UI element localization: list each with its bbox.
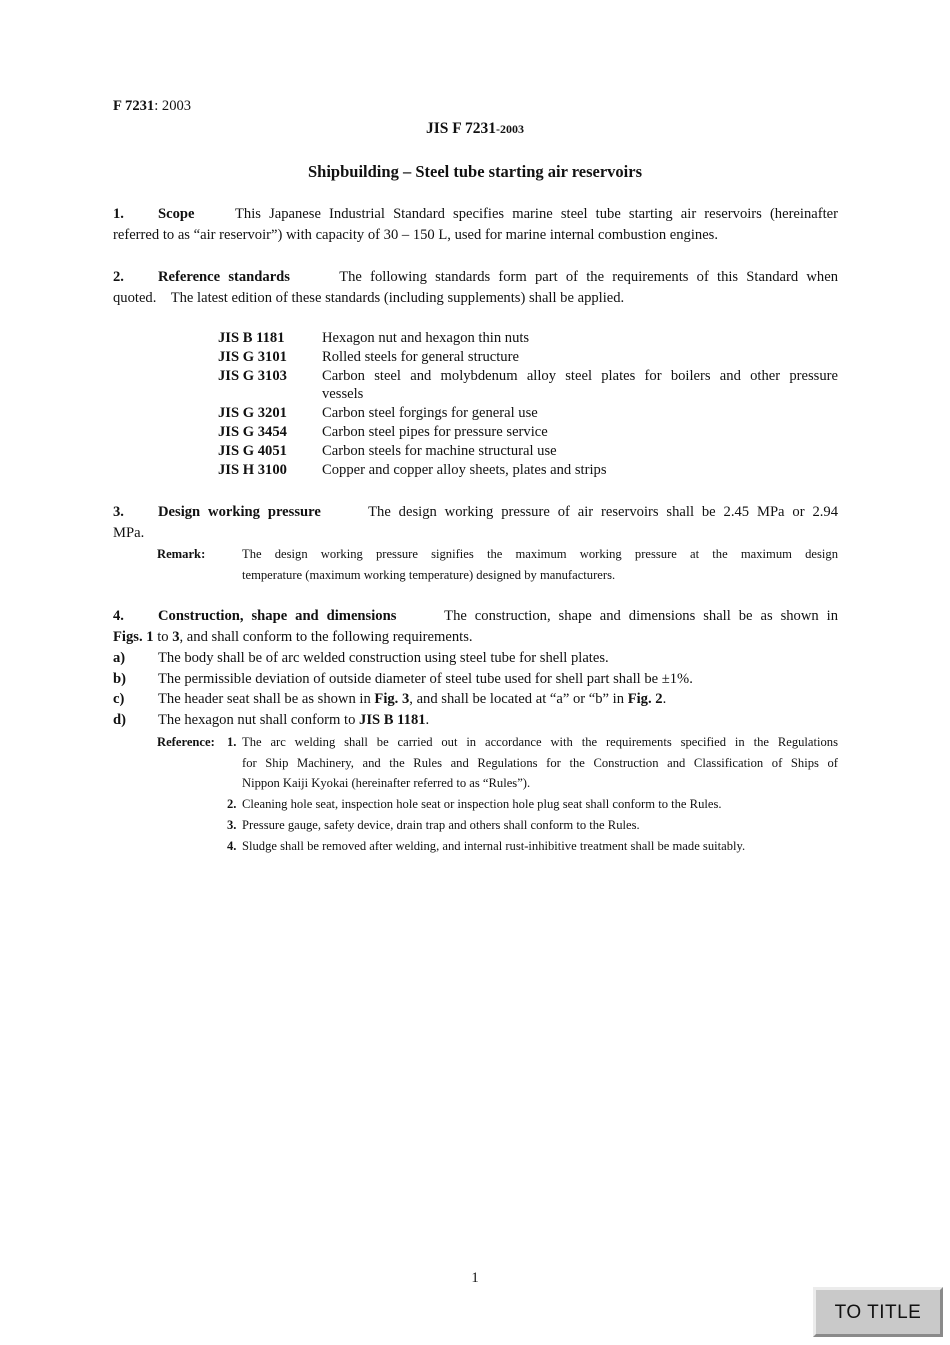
- text: , and shall conform to the following requirements.: [179, 629, 473, 645]
- section-3-line2: MPa.: [113, 525, 145, 541]
- page-number: 1: [471, 1270, 479, 1286]
- page-title: Shipbuilding – Steel tube starting air reservoirs: [308, 162, 642, 181]
- section-4-heading: Construction, shape and dimensions: [158, 608, 397, 624]
- section-4-line2: [113, 627, 473, 648]
- section-2-text: The following standards form part of the requirements of this Standard when: [339, 269, 839, 285]
- doc-id-year: : 2003: [154, 98, 192, 114]
- doc-id-number: F 7231: [113, 98, 155, 114]
- standard-title-continued: vessels: [322, 386, 364, 402]
- section-3-number: 3.: [113, 504, 124, 520]
- reference-text: Pressure gauge, safety device, drain trap and others shall conform to the Rules.: [242, 818, 640, 832]
- section-4-number: 4.: [113, 608, 124, 624]
- list-item-d: [158, 710, 429, 731]
- remark-line2: temperature (maximum working temperature) designed by manufacturers.: [242, 568, 616, 582]
- list-item-a: The body shall be of arc welded construction using steel tube for shell plates.: [158, 650, 609, 666]
- remark-line1: The design working pressure signifies the maximum working pressure at the maximum design: [242, 547, 838, 561]
- reference-number: 1.: [227, 735, 237, 749]
- section-3-heading: Design working pressure: [158, 504, 321, 520]
- standard-title: Carbon steel pipes for pressure service: [322, 424, 548, 440]
- text: .: [425, 712, 430, 728]
- standard-title: Hexagon nut and hexagon thin nuts: [322, 330, 530, 346]
- list-label-a: a): [113, 650, 126, 666]
- section-2-heading: Reference standards: [158, 269, 290, 285]
- section-2-line2: quoted. The latest edition of these standards (including supplements) shall be applied.: [113, 290, 625, 306]
- section-4-line1: [113, 606, 838, 627]
- standard-code: JIS G 3103: [218, 368, 287, 384]
- section-1-line1: [113, 204, 838, 225]
- reference-text: Sludge shall be removed after welding, and internal rust-inhibitive treatment shall be made suitably.: [242, 839, 746, 853]
- reference-number: 2.: [227, 797, 237, 811]
- section-4-text: The construction, shape and dimensions shall be as shown in: [444, 608, 839, 624]
- list-label-d: d): [113, 712, 126, 728]
- fig-ref: Fig. 2: [627, 691, 663, 707]
- text: , and shall be located at “a” or “b” in: [409, 691, 628, 707]
- standard-title: Carbon steels for machine structural use: [322, 443, 557, 459]
- standard-code: JIS B 1181: [218, 330, 285, 346]
- standard-code: JIS G 3454: [218, 424, 287, 440]
- list-label-b: b): [113, 671, 126, 687]
- text: The hexagon nut shall conform to: [158, 712, 360, 728]
- standard-title: Rolled steels for general structure: [322, 349, 519, 365]
- section-1-number: 1.: [113, 206, 124, 222]
- standard-title: Carbon steel and molybdenum alloy steel plates for boilers and other pressure: [322, 368, 838, 384]
- standard-number: [0, 118, 950, 140]
- text: The header seat shall be as shown in: [158, 691, 375, 707]
- standard-code: JIS G 4051: [218, 443, 287, 459]
- standard-code: JIS G 3101: [218, 349, 287, 365]
- section-2-number: 2.: [113, 269, 124, 285]
- standard-ref: JIS B 1181: [359, 712, 426, 728]
- fig-ref: 3: [172, 629, 180, 645]
- reference-number: 3.: [227, 818, 237, 832]
- section-2-line1: [113, 267, 838, 288]
- reference-text: Cleaning hole seat, inspection hole seat or inspection hole plug seat shall conform to the Rules.: [242, 797, 722, 811]
- remark-label: Remark:: [157, 547, 206, 561]
- section-3-line1: [113, 502, 838, 523]
- doc-id: [113, 96, 191, 117]
- standard-code: JIS G 3201: [218, 405, 287, 421]
- list-item-b: The permissible deviation of outside diameter of steel tube used for shell part shall be ±1%.: [158, 671, 693, 687]
- reference-number: 4.: [227, 839, 237, 853]
- fig-ref: Fig. 3: [374, 691, 410, 707]
- section-3-text: The design working pressure of air reservoirs shall be 2.45 MPa or 2.94: [368, 504, 838, 520]
- list-item-c: [158, 689, 666, 710]
- text: to: [153, 629, 173, 645]
- figs-ref: Figs. 1: [113, 629, 154, 645]
- standard-title: Carbon steel forgings for general use: [322, 405, 538, 421]
- section-1-line2: referred to as “air reservoir”) with capacity of 30 – 150 L, used for marine internal combustion engines.: [113, 227, 719, 243]
- standard-code: JIS F 7231: [425, 120, 497, 137]
- to-title-button[interactable]: TO TITLE: [813, 1287, 943, 1337]
- standard-code: JIS H 3100: [218, 462, 287, 478]
- reference-text: for Ship Machinery, and the Rules and Regulations for the Construction and Classification of Ships of: [242, 756, 838, 770]
- list-label-c: c): [113, 691, 125, 707]
- section-1-text: This Japanese Industrial Standard specifies marine steel tube starting air reservoirs (hereinafter: [235, 206, 838, 222]
- section-1-heading: Scope: [158, 206, 195, 222]
- text: .: [662, 691, 667, 707]
- reference-label: Reference:: [157, 735, 215, 749]
- standard-title: Copper and copper alloy sheets, plates and strips: [322, 462, 607, 478]
- reference-text: Nippon Kaiji Kyokai (hereinafter referred to as “Rules”).: [242, 776, 531, 790]
- reference-text: The arc welding shall be carried out in accordance with the requirements specified in the Regulations: [242, 735, 838, 749]
- standard-year: -2003: [496, 122, 525, 136]
